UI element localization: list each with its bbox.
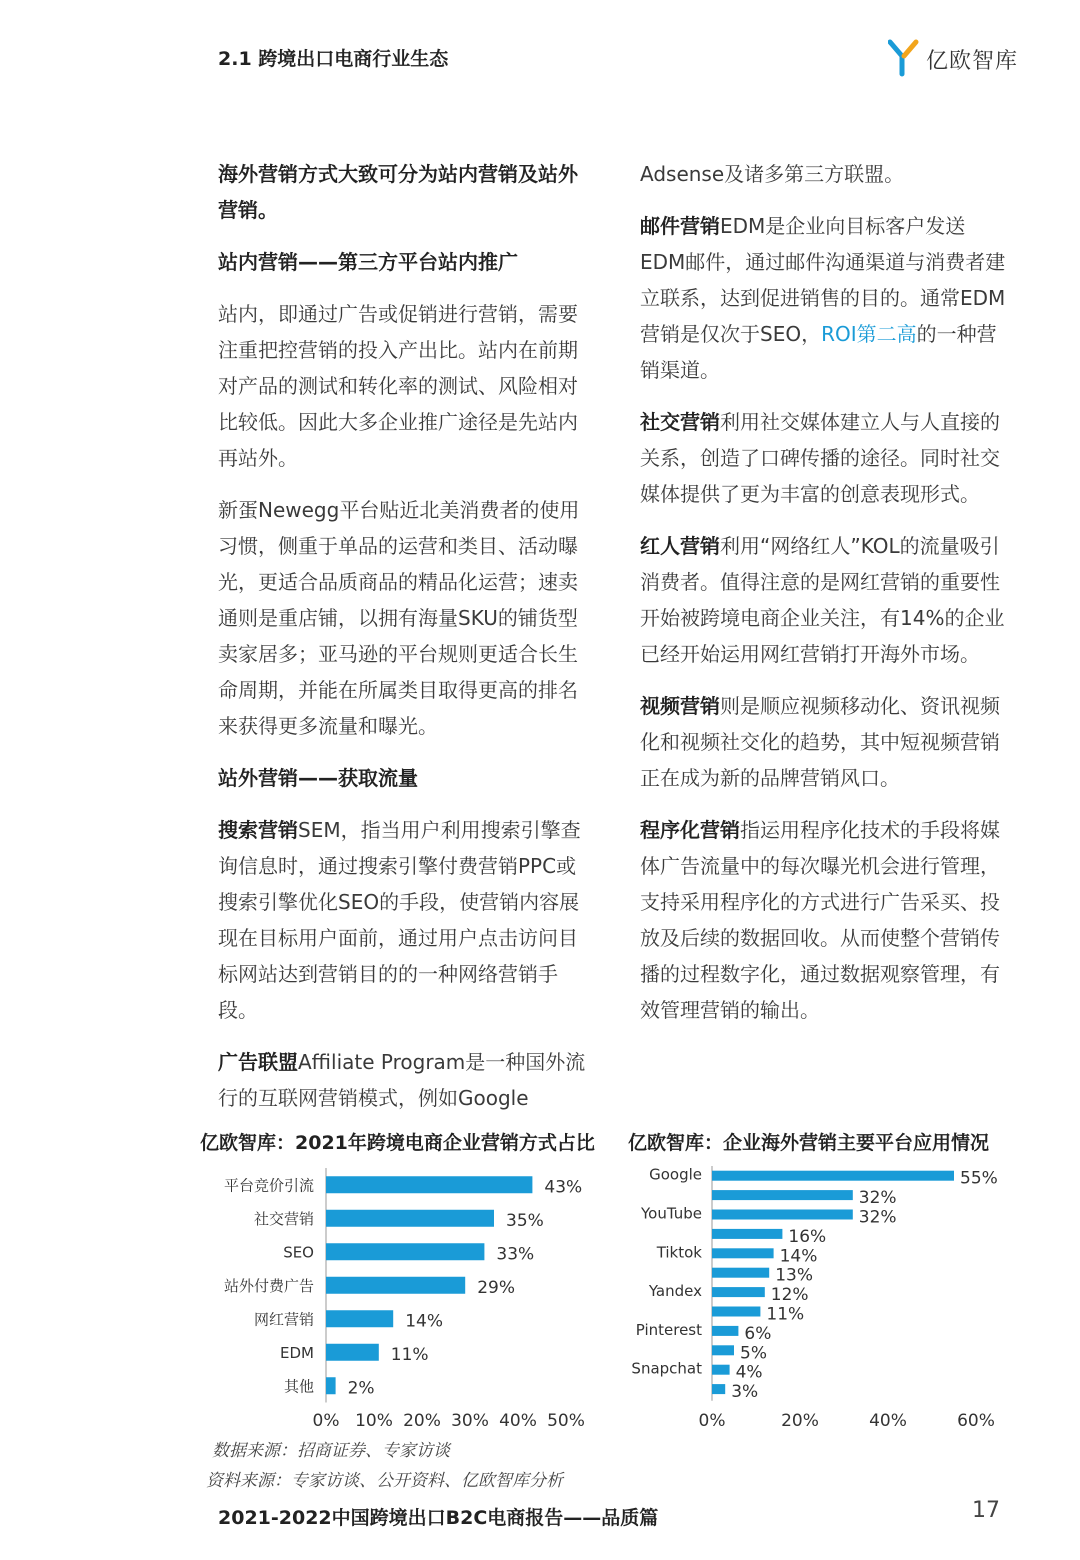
category-label: 其他 (283, 1377, 314, 1396)
value-label: 35% (506, 1210, 544, 1231)
value-label: 33% (496, 1244, 535, 1265)
bar (326, 1176, 532, 1193)
value-label: 14% (779, 1246, 818, 1267)
value-label: 11% (766, 1304, 805, 1325)
category-label: Google (649, 1165, 702, 1184)
category-label: 网红营销 (253, 1310, 314, 1329)
onsite-heading: 站内营销——第三方平台站内推广 (218, 250, 518, 274)
sem-paragraph: 搜索营销SEM，指当用户利用搜索引擎查询信息时，通过搜索引擎付费营销PPC或搜索引擎优化SEO的手段，使营销内容展现在目标用户面前，通过用户点击访问目标网站达到营销目的的一种网络营销手段。 (218, 818, 581, 1022)
platform-usage-chart (620, 1158, 1030, 1438)
offsite-heading: 站外营销——获取流量 (218, 766, 418, 790)
platform-paragraph: 新蛋Newegg平台贴近北美消费者的使用习惯，侧重于单品的运营和类目、活动曝光，更适合品质商品的精品化运营；速卖通则是重店铺，以拥有海量SKU的铺货型卖家居多；亚马逊的平台规则更适合长生命周期，并能在所属类目取得更高的排名来获得更多流量和曝光。 (218, 498, 580, 738)
bar (326, 1377, 336, 1394)
x-tick-label: 50% (547, 1411, 585, 1431)
bar (326, 1210, 494, 1227)
value-label: 43% (544, 1177, 583, 1198)
category-label: EDM (280, 1343, 314, 1362)
category-label: YouTube (641, 1204, 702, 1223)
bar (712, 1229, 782, 1239)
value-label: 2% (347, 1378, 375, 1399)
x-tick-label: 60% (957, 1411, 995, 1431)
affiliate-continued: Adsense及诸多第三方联盟。 (640, 162, 905, 186)
value-label: 32% (858, 1188, 897, 1209)
bar (326, 1243, 484, 1260)
logo-text: 亿欧智库 (926, 49, 1019, 74)
report-title: 2021-2022中国跨境出口B2C电商报告——品质篇 (218, 1507, 659, 1529)
category-label: Tiktok (656, 1243, 702, 1262)
social-paragraph: 社交营销利用社交媒体建立人与人直接的关系，创造了口碑传播的途径。同时社交媒体提供了更为丰富的创意表现形式。 (640, 410, 1000, 506)
onsite-paragraph: 站内，即通过广告或促销进行营销，需要注重把控营销的投入产出比。站内在前期对产品的测试和转化率的测试、风险相对比较低。因此大多企业推广途径是先站内再站外。 (218, 302, 578, 470)
category-label: 社交营销 (253, 1209, 314, 1228)
roi-highlight: ROI第二高 (821, 322, 917, 346)
category-label: SEO (283, 1243, 314, 1262)
page-number: 17 (972, 1498, 1000, 1523)
bar (712, 1171, 954, 1181)
value-label: 29% (477, 1277, 515, 1298)
value-label: 3% (731, 1382, 759, 1403)
logo-mark-icon (888, 38, 922, 78)
bar (712, 1384, 725, 1394)
category-label: Yandex (648, 1282, 702, 1301)
bar (712, 1248, 774, 1258)
x-tick-label: 20% (781, 1411, 819, 1431)
info-source: 资料来源：专家访谈、公开资料、亿欧智库分析 (206, 1471, 563, 1491)
left-column (218, 156, 588, 1132)
x-tick-label: 10% (355, 1411, 393, 1431)
x-tick-label: 20% (403, 1411, 441, 1431)
right-column (640, 156, 1010, 1044)
section-title: 2.1 跨境出口电商行业生态 (218, 48, 449, 70)
bar (712, 1210, 853, 1220)
bar (712, 1268, 769, 1278)
influencer-paragraph: 红人营销利用“网络红人”KOL的流量吸引消费者。值得注意的是网红营销的重要性开始被跨境电商企业关注，有14%的企业已经开始运用网红营销打开海外市场。 (640, 534, 1005, 666)
value-label: 16% (788, 1226, 827, 1247)
x-tick-label: 40% (499, 1411, 537, 1431)
bar (712, 1345, 734, 1355)
x-tick-label: 0% (698, 1411, 726, 1431)
intro-heading: 海外营销方式大致可分为站内营销及站外营销。 (218, 162, 578, 222)
edm-paragraph: 邮件营销EDM是企业向目标客户发送EDM邮件，通过邮件沟通渠道与消费者建立联系，达到促进销售的目的。通常EDM营销是仅次于SEO，ROI第二高的一种营销渠道。 (640, 214, 1006, 382)
category-label: Pinterest (635, 1320, 702, 1339)
x-tick-label: 40% (869, 1411, 907, 1431)
value-label: 6% (744, 1323, 772, 1344)
brand-logo (888, 38, 1018, 78)
chart1-title: 亿欧智库：2021年跨境电商企业营销方式占比 (200, 1132, 595, 1154)
bar (712, 1326, 738, 1336)
bar (712, 1365, 730, 1375)
bar (712, 1287, 765, 1297)
programmatic-paragraph: 程序化营销指运用程序化技术的手段将媒体广告流量中的每次曝光机会进行管理，支持采用程序化的方式进行广告采买、投放及后续的数据回收。从而使整个营销传播的过程数字化，通过数据观察管理，有效管理营销的输出。 (640, 818, 1000, 1022)
bar (326, 1277, 465, 1294)
bar (326, 1310, 393, 1327)
value-label: 11% (390, 1344, 429, 1365)
data-source: 数据来源：招商证券、专家访谈 (212, 1441, 450, 1461)
x-tick-label: 30% (451, 1411, 489, 1431)
value-label: 5% (740, 1343, 767, 1364)
chart2-title: 亿欧智库：企业海外营销主要平台应用情况 (628, 1132, 990, 1154)
bar (326, 1344, 379, 1361)
value-label: 55% (960, 1168, 998, 1189)
value-label: 13% (775, 1265, 813, 1286)
video-paragraph: 视频营销则是顺应视频移动化、资讯视频化和视频社交化的趋势，其中短视频营销正在成为新的品牌营销风口。 (640, 694, 1000, 790)
value-label: 32% (858, 1207, 897, 1228)
value-label: 14% (405, 1311, 443, 1332)
marketing-method-chart (200, 1158, 620, 1438)
category-label: 平台竞价引流 (223, 1176, 314, 1195)
affiliate-paragraph: 广告联盟Affiliate Program是一种国外流行的互联网营销模式，例如Google (218, 1050, 586, 1110)
value-label: 12% (770, 1285, 809, 1306)
bar (712, 1190, 853, 1200)
bar (712, 1307, 760, 1317)
category-label: Snapchat (631, 1359, 702, 1378)
value-label: 4% (735, 1362, 763, 1383)
category-label: 站外付费广告 (223, 1276, 314, 1295)
x-tick-label: 0% (312, 1411, 340, 1431)
